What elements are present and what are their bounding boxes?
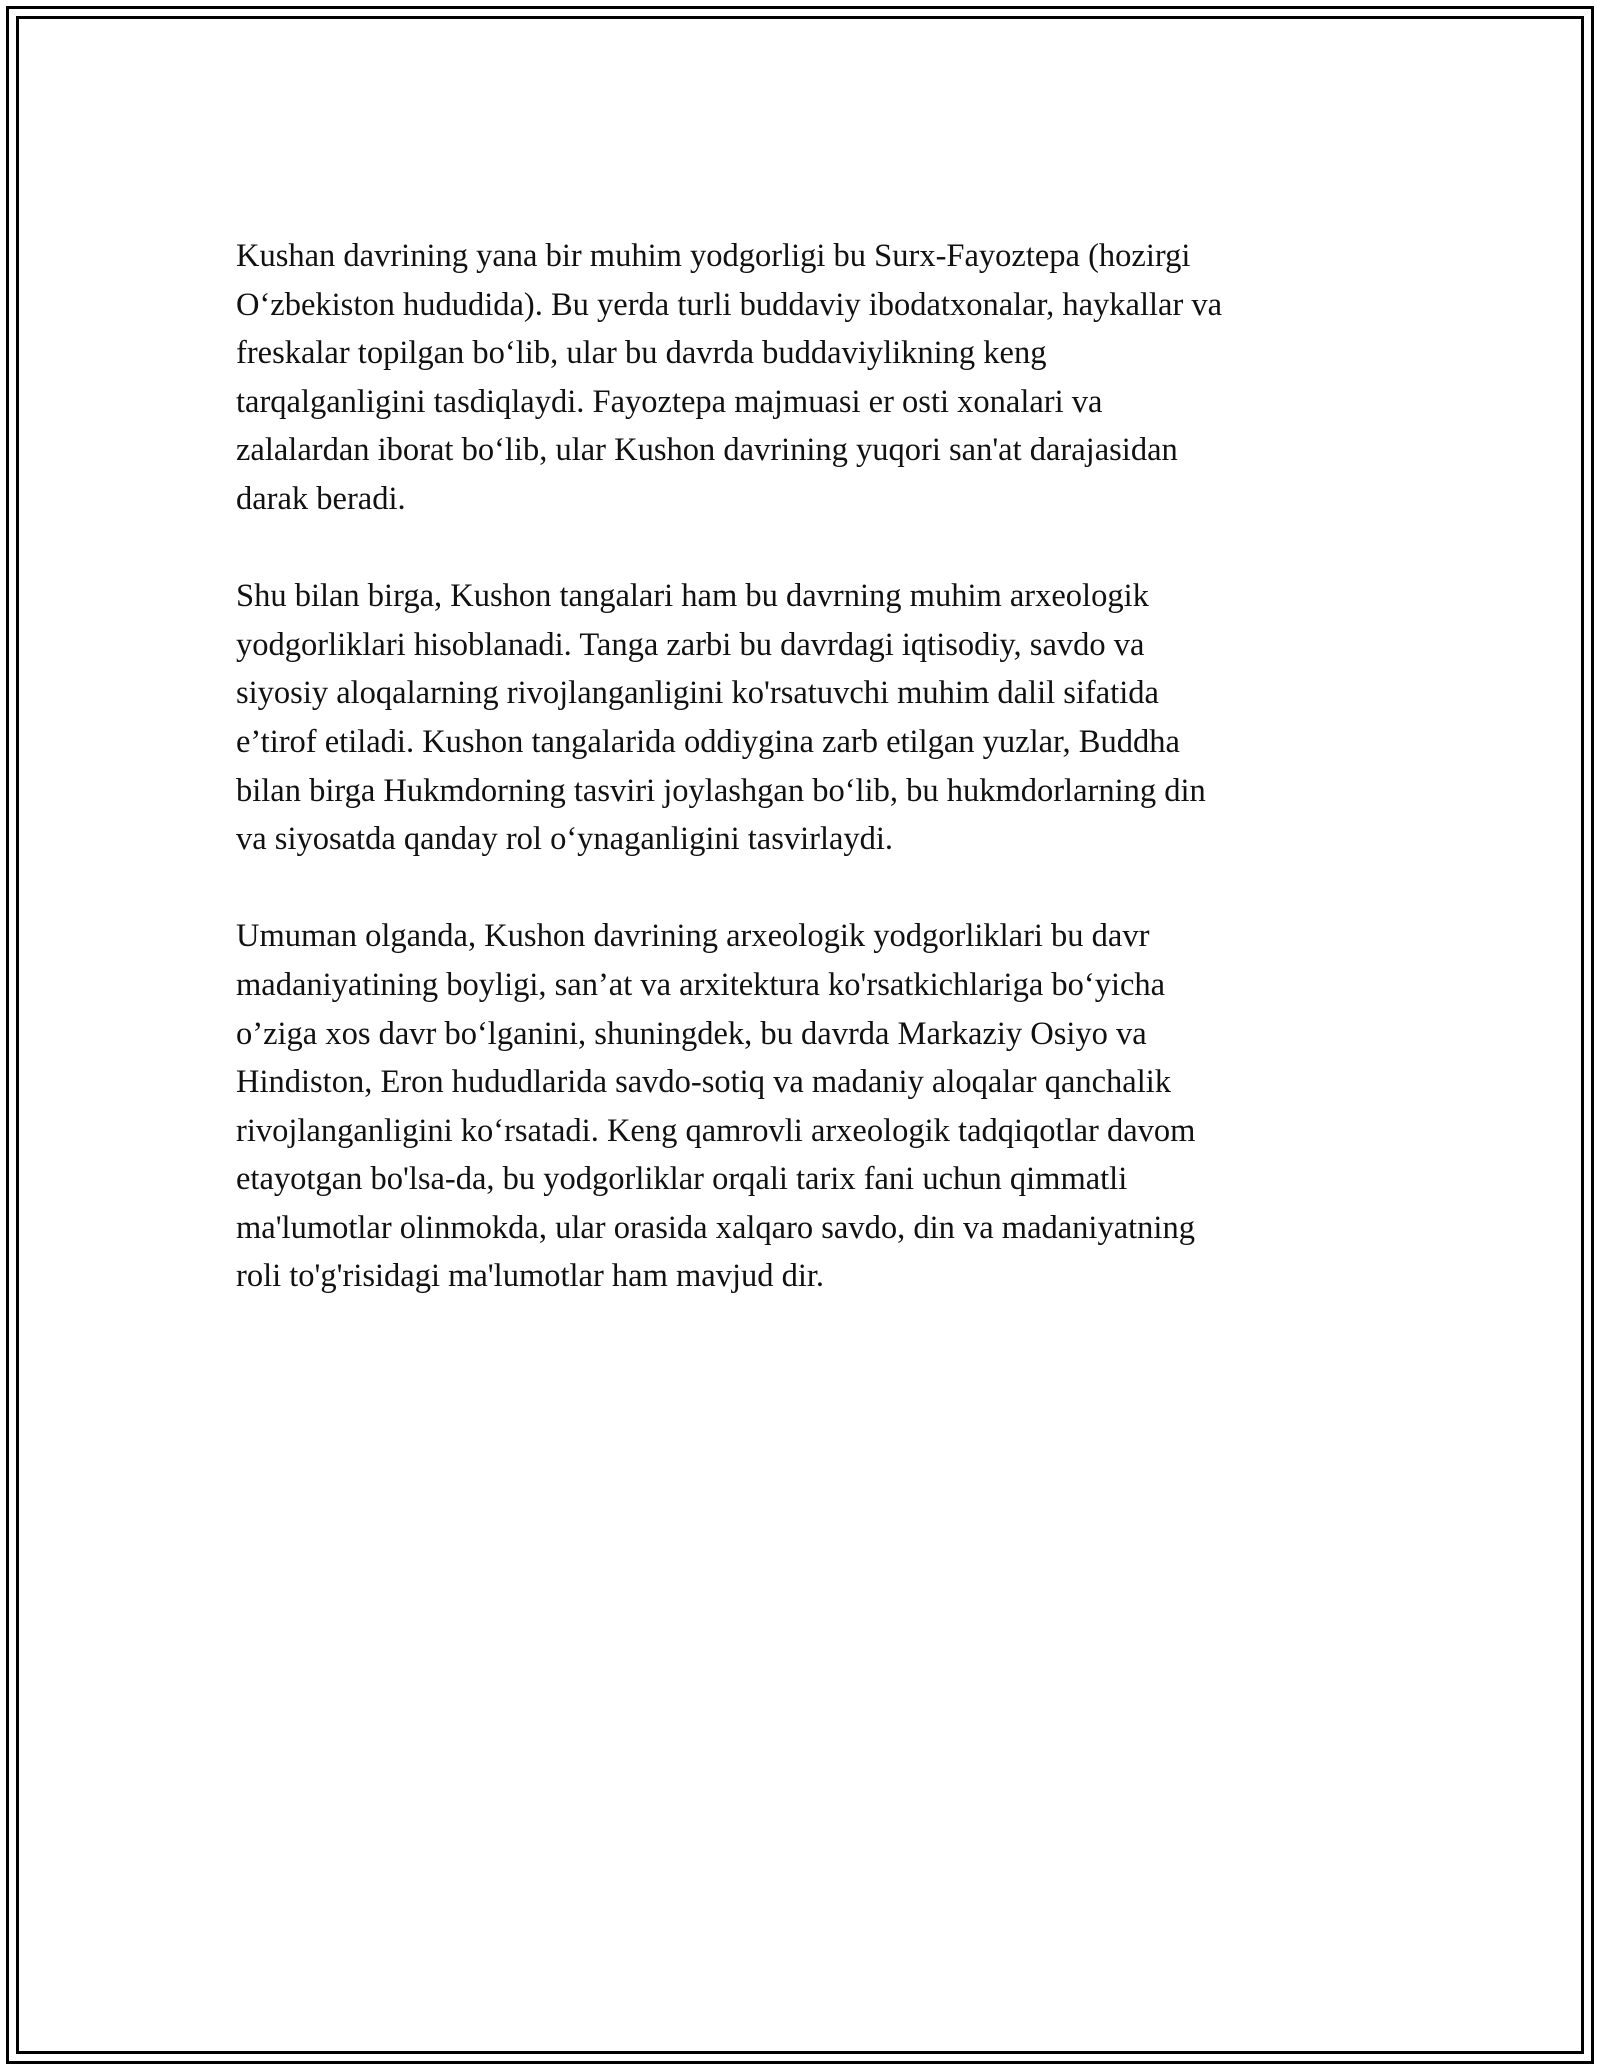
document-body — [236, 232, 1366, 1350]
paragraph-conclusion: Umuman olganda, Kushon davrining arxeologik yodgorliklari bu davr madaniyatining boyligi, san’at va arxitektura ko'rsatkichlariga bo‘yicha o’ziga xos davr bo‘lganini, shuningdek, bu davrda Markaziy Osiyo va Hindiston, Eron hududlarida savdo-sotiq va madaniy aloqalar qanchalik rivojlanganligini ko‘rsatadi. Keng qamrovli arxeologik tadqiqotlar davom etayotgan bo'lsa-da, bu yodgorliklar orqali tarix fani uchun qimmatli ma'lumotlar olinmokda, ular orasida xalqaro savdo, din va madaniyatning roli to'g'risidagi ma'lumotlar ham mavjud dir. — [236, 918, 1196, 1295]
paragraph-kushon-coins: Shu bilan birga, Kushon tangalari ham bu davrning muhim arxeologik yodgorliklari hisoblanadi. Tanga zarbi bu davrdagi iqtisodiy, savdo va siyosiy aloqalarning rivojlanganligini ko'rsatuvchi muhim dalil sifatida e’tirof etiladi. Kushon tangalarida oddiygina zarb etilgan yuzlar, Buddha bilan birga Hukmdorning tasviri joylashgan bo‘lib, bu hukmdorlarning din va siyosatda qanday rol o‘ynaganligini tasvirlaydi. — [236, 578, 1206, 858]
paragraph-kushan-surx-fayoztepa: Kushan davrining yana bir muhim yodgorligi bu Surx-Fayoztepa (hozirgi O‘zbekiston hududida). Bu yerda turli buddaviy ibodatxonalar, haykallar va freskalar topilgan bo‘lib, ular bu davrda buddaviylikning keng tarqalganligini tasdiqlaydi. Fayoztepa majmuasi er osti xonalari va zalalardan iborat bo‘lib, ular Kushon davrining yuqori san'at darajasidan darak beradi. — [236, 238, 1223, 517]
